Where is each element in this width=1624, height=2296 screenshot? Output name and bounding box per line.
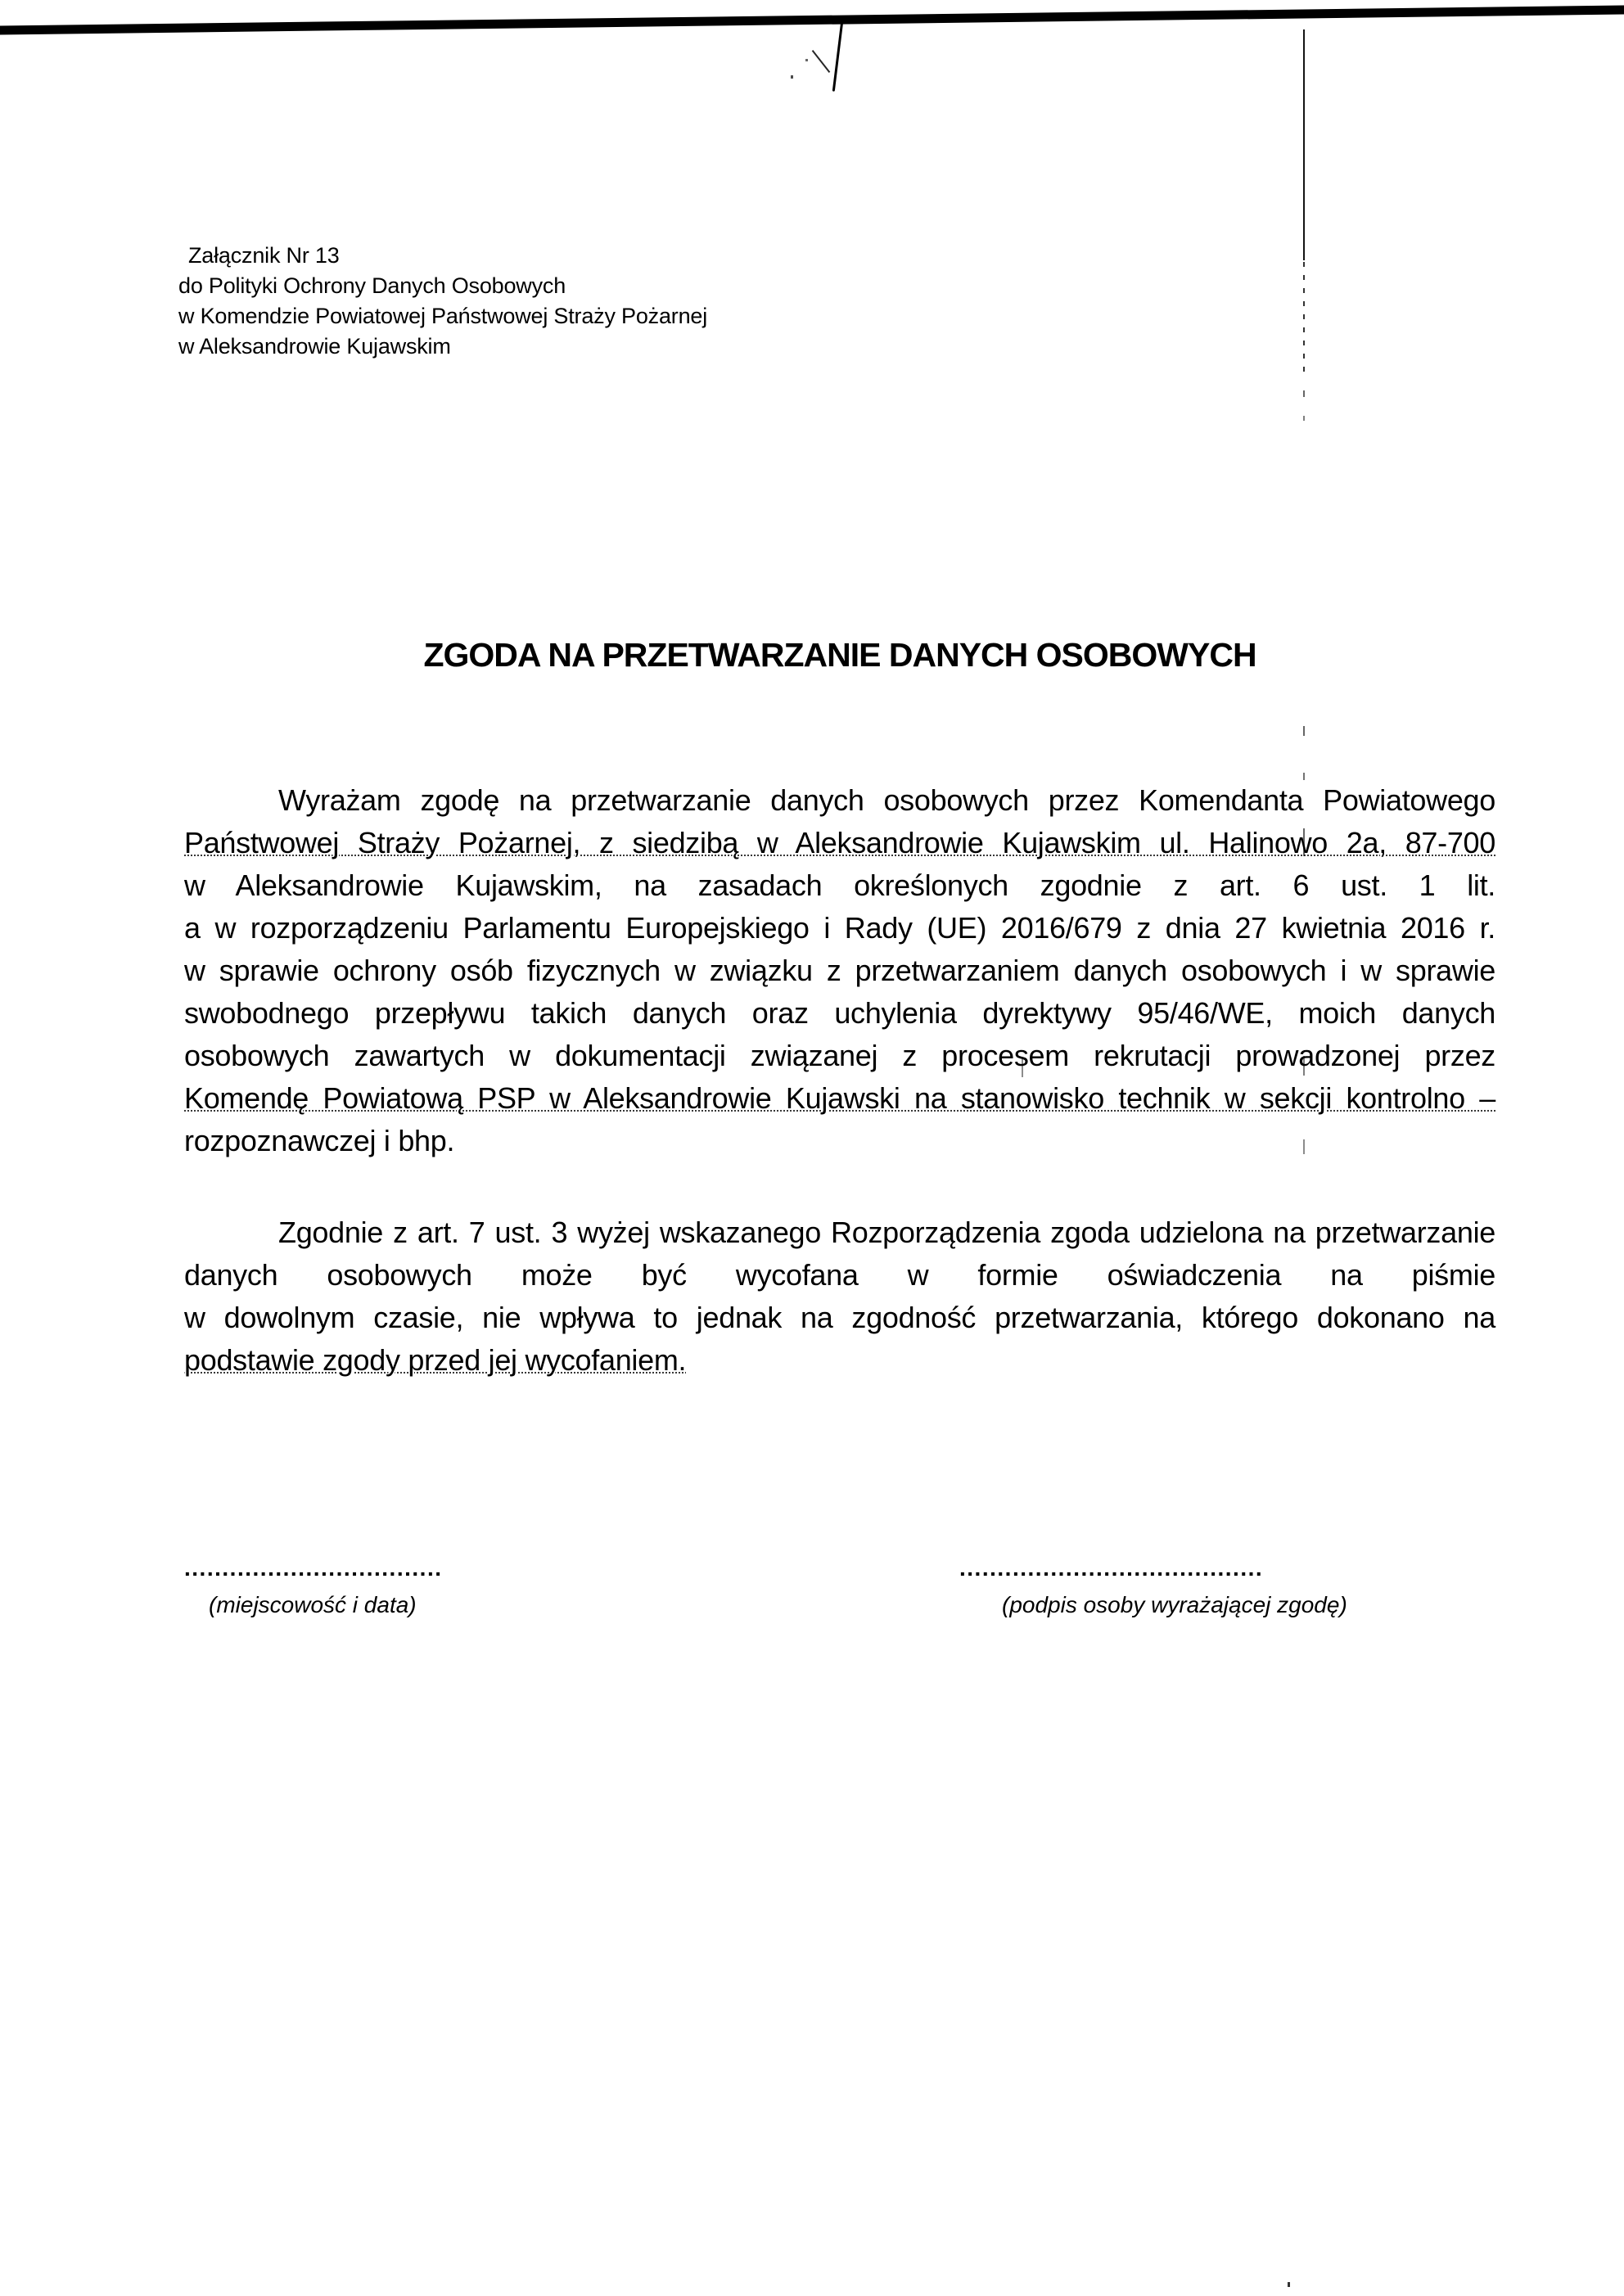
attachment-note [178, 241, 707, 362]
paper-crease-mark [1303, 390, 1305, 397]
consent-signature-dotted-line: ........................................ [959, 1555, 1264, 1581]
attachment-note-line: Załącznik Nr 13 [188, 243, 340, 268]
scan-top-edge-line [0, 5, 1624, 34]
paper-crease-line [1303, 262, 1305, 378]
attachment-note-line: w Aleksandrowie Kujawskim [178, 334, 451, 359]
consent-paragraph-line: Państwowej Straży Pożarnej, z siedzibą w Aleksandrowie Kujawskim ul. Halinowo 2a, 87-700 [184, 826, 1495, 859]
consent-paragraph-line: w Aleksandrowie Kujawskim, na zasadach określonych zgodnie z art. 6 ust. 1 lit. [184, 868, 1495, 902]
paper-crease-line [1303, 29, 1305, 260]
place-date-dotted-line: .................................. [184, 1555, 443, 1581]
consent-paragraph-line: w sprawie ochrony osób fizycznych w związku z przetwarzaniem danych osobowych i w sprawie [184, 954, 1495, 987]
paper-crease-mark [1303, 726, 1305, 736]
consent-paragraph [184, 779, 1495, 1162]
consent-signature-block [959, 1554, 1347, 1619]
paper-crease-mark [1288, 2282, 1290, 2287]
consent-paragraph-line: rozpoznawczej i bhp. [184, 1124, 455, 1157]
scan-speck [805, 59, 808, 61]
paper-crease-mark [1303, 416, 1305, 421]
attachment-note-line: w Komendzie Powiatowej Państwowej Straży Pożarnej [178, 304, 708, 328]
attachment-note-line: do Polityki Ochrony Danych Osobowych [178, 273, 566, 298]
consent-paragraph-line: Wyrażam zgodę na przetwarzanie danych osobowych przez Komendanta Powiatowego [278, 783, 1495, 817]
withdrawal-paragraph-line: podstawie zgody przed jej wycofaniem. [184, 1343, 687, 1377]
pen-scratch-artifact [832, 21, 843, 92]
consent-signature-caption: (podpis osoby wyrażającej zgodę) [1002, 1592, 1347, 1617]
scan-speck [791, 75, 793, 79]
consent-paragraph-line: osobowych zawartych w dokumentacji związanej z procesem rekrutacji prowadzonej przez [184, 1039, 1495, 1072]
consent-paragraph-line: a w rozporządzeniu Parlamentu Europejskiego i Rady (UE) 2016/679 z dnia 27 kwietnia 2016 r. [184, 911, 1495, 945]
pen-scratch-artifact [812, 50, 831, 73]
withdrawal-paragraph [184, 1211, 1495, 1382]
withdrawal-paragraph-line: w dowolnym czasie, nie wpływa to jednak na zgodność przetwarzania, którego dokonano na [184, 1301, 1495, 1334]
place-date-signature-block [184, 1554, 443, 1619]
place-date-caption: (miejscowość i data) [209, 1592, 417, 1617]
document-title: ZGODA NA PRZETWARZANIE DANYCH OSOBOWYCH [423, 636, 1256, 674]
withdrawal-paragraph-line: Zgodnie z art. 7 ust. 3 wyżej wskazanego Rozporządzenia zgoda udzielona na przetwarzanie [278, 1216, 1495, 1249]
consent-paragraph-line: swobodnego przepływu takich danych oraz uchylenia dyrektywy 95/46/WE, moich danych [184, 996, 1495, 1030]
consent-paragraph-line: Komendę Powiatową PSP w Aleksandrowie Kujawski na stanowisko technik w sekcji kontrolno – [184, 1081, 1495, 1115]
withdrawal-paragraph-line: danych osobowych może być wycofana w formie oświadczenia na piśmie [184, 1258, 1495, 1292]
